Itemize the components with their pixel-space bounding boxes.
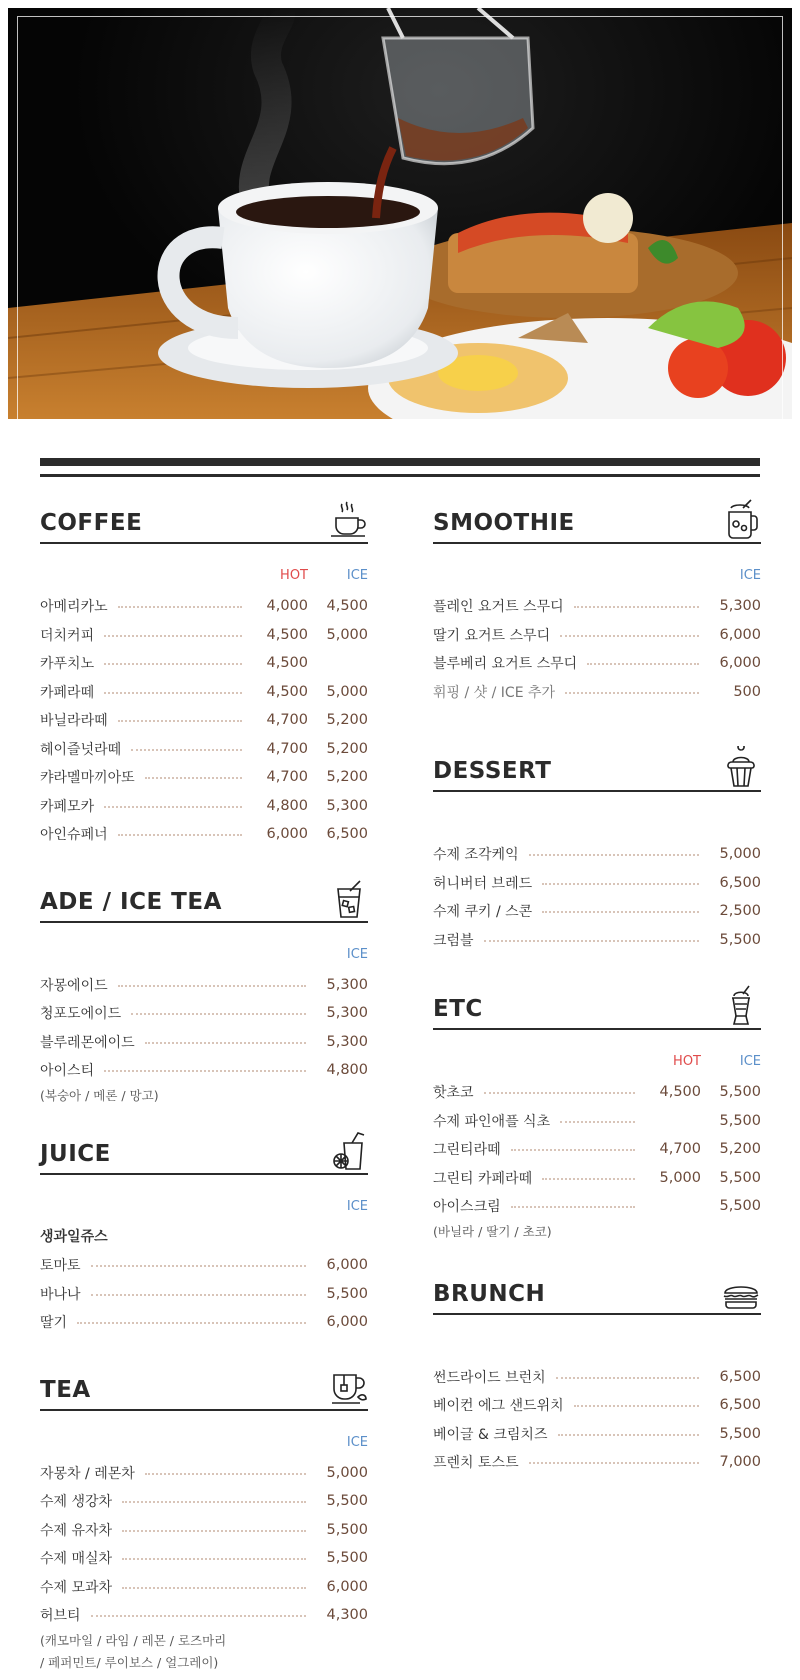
leader-dots xyxy=(484,940,699,942)
ice-price: 6,000 xyxy=(719,626,761,643)
menu-item xyxy=(433,897,761,926)
hot-price: 4,500 xyxy=(266,626,308,643)
hot-price: 4,700 xyxy=(659,1141,701,1158)
section-header xyxy=(40,879,368,923)
leader-dots xyxy=(104,692,242,694)
ice-price: 5,500 xyxy=(326,1521,368,1538)
section-juice xyxy=(40,1131,368,1337)
item-name: 블루레몬에이드 xyxy=(40,1034,135,1051)
leader-dots xyxy=(587,663,699,665)
item-name: 프렌치 토스트 xyxy=(433,1455,519,1472)
leader-dots xyxy=(118,720,242,722)
section-title: ADE / ICE TEA xyxy=(40,888,222,915)
ice-price: 6,500 xyxy=(326,826,368,843)
leader-dots xyxy=(574,606,699,608)
item-name: 헤이즐넛라떼 xyxy=(40,741,122,758)
ice-label: ICE xyxy=(739,1054,761,1069)
leader-dots xyxy=(542,911,699,913)
ice-price: 5,000 xyxy=(326,626,368,643)
menu-item xyxy=(40,1028,368,1057)
menu-item xyxy=(433,649,761,678)
item-price: 7,000 xyxy=(719,1454,761,1471)
item-name: 그린티라떼 xyxy=(433,1142,501,1159)
item-name: 수제 조각케익 xyxy=(433,847,519,864)
ice-price: 5,300 xyxy=(719,598,761,615)
item-name: 카푸치노 xyxy=(40,656,95,673)
item-note: (캐모마일 / 라임 / 레몬 / 로즈마리 xyxy=(40,1632,227,1648)
leader-dots xyxy=(131,1013,306,1015)
menu-item xyxy=(40,1308,368,1337)
menu-item xyxy=(40,1544,368,1573)
item-name: 바닐라라떼 xyxy=(40,713,108,730)
menu-item xyxy=(40,792,368,821)
hot-price: 4,700 xyxy=(266,769,308,786)
leader-dots xyxy=(542,1178,635,1180)
hot-label: HOT xyxy=(280,568,308,583)
menu-item-addon xyxy=(433,678,761,707)
leader-dots xyxy=(118,834,242,836)
price-column-headers xyxy=(40,941,368,971)
section-title: ETC xyxy=(433,996,483,1022)
iced-drink-icon xyxy=(328,877,368,919)
leader-dots xyxy=(104,806,242,808)
ice-price: 6,000 xyxy=(326,1314,368,1331)
leader-dots xyxy=(122,1501,306,1503)
section-etc xyxy=(433,986,761,1243)
leader-dots xyxy=(104,1070,306,1072)
section-header xyxy=(433,1271,761,1315)
item-note: (바닐라 / 딸기 / 초코) xyxy=(433,1223,552,1239)
item-price: 6,500 xyxy=(719,874,761,891)
ice-price: 5,500 xyxy=(719,1084,761,1101)
hot-price: 4,500 xyxy=(266,655,308,672)
menu-item xyxy=(433,1391,761,1420)
section-header xyxy=(433,500,761,544)
item-name: 수제 매실차 xyxy=(40,1551,113,1568)
leader-dots xyxy=(558,1434,700,1436)
leader-dots xyxy=(91,1265,306,1267)
item-name: 허브티 xyxy=(40,1608,81,1625)
leader-dots xyxy=(104,663,242,665)
menu-item xyxy=(40,999,368,1028)
menu-item xyxy=(40,735,368,764)
ice-price: 5,300 xyxy=(326,797,368,814)
ice-label: ICE xyxy=(346,946,368,962)
hot-price: 4,500 xyxy=(659,1084,701,1101)
section-header xyxy=(40,1131,368,1175)
ice-price: 5,200 xyxy=(326,712,368,729)
menu-item xyxy=(433,1135,761,1164)
item-name: 수제 생강차 xyxy=(40,1494,113,1511)
leader-dots xyxy=(91,1294,306,1296)
ice-price: 4,500 xyxy=(326,598,368,615)
ice-label: ICE xyxy=(346,568,368,583)
item-price: 6,500 xyxy=(719,1397,761,1414)
section-tea xyxy=(40,1367,368,1674)
ice-label: ICE xyxy=(346,1434,368,1450)
ice-price: 5,300 xyxy=(326,1005,368,1022)
item-name: 바나나 xyxy=(40,1286,81,1303)
leader-dots xyxy=(511,1149,635,1151)
item-name: 아메리카노 xyxy=(40,599,108,616)
menu-item xyxy=(433,869,761,898)
section-header xyxy=(433,986,761,1030)
leader-dots xyxy=(529,1462,699,1464)
menu-item xyxy=(40,706,368,735)
menu-item xyxy=(40,1487,368,1516)
tea-cup-icon xyxy=(328,1365,368,1407)
hot-price: 4,800 xyxy=(266,797,308,814)
item-name: 그린티 카페라떼 xyxy=(433,1170,533,1187)
ice-price: 5,500 xyxy=(719,1112,761,1129)
item-name: 수제 파인애플 식초 xyxy=(433,1113,551,1130)
leader-dots xyxy=(484,1092,635,1094)
item-price: 6,500 xyxy=(719,1368,761,1385)
leader-dots xyxy=(131,749,242,751)
top-rule-thick xyxy=(40,458,760,466)
menu-item xyxy=(40,971,368,1000)
ice-price: 5,200 xyxy=(326,769,368,786)
item-name: 수제 쿠키 / 스콘 xyxy=(433,904,533,921)
menu-item xyxy=(40,820,368,849)
price-column-headers xyxy=(40,1429,368,1459)
item-note: (복숭아 / 메론 / 망고) xyxy=(40,1087,159,1103)
item-name: 수제 모과차 xyxy=(40,1579,113,1596)
leader-dots xyxy=(104,635,242,637)
price-column-headers xyxy=(433,810,761,840)
section-title: JUICE xyxy=(40,1140,111,1167)
smoothie-item-list xyxy=(433,592,761,706)
etc-item-list xyxy=(433,1078,761,1221)
item-name: 자몽에이드 xyxy=(40,977,108,994)
leader-dots xyxy=(118,985,306,987)
menu-item xyxy=(40,1056,368,1085)
section-header xyxy=(40,1367,368,1411)
hot-price: 5,000 xyxy=(659,1169,701,1186)
section-title: BRUNCH xyxy=(433,1280,546,1307)
item-name: 플레인 요거트 스무디 xyxy=(433,599,564,616)
leader-dots xyxy=(122,1587,306,1589)
section-coffee xyxy=(40,500,368,849)
menu-item xyxy=(40,1280,368,1309)
ice-price: 6,000 xyxy=(719,655,761,672)
item-name: 썬드라이드 브런치 xyxy=(433,1369,546,1386)
hot-price: 4,700 xyxy=(266,712,308,729)
menu-item xyxy=(40,592,368,621)
item-note: / 페퍼민트/ 루이보스 / 얼그레이) xyxy=(40,1654,219,1670)
menu-item xyxy=(433,1078,761,1107)
item-name: 수제 유자차 xyxy=(40,1522,113,1539)
item-name: 카페라떼 xyxy=(40,684,95,701)
hero-photo xyxy=(8,8,792,419)
menu-item xyxy=(433,592,761,621)
item-name: 아이스티 xyxy=(40,1063,95,1080)
section-title: DESSERT xyxy=(433,758,552,784)
item-name: 핫초코 xyxy=(433,1085,474,1102)
item-name: 허니버터 브레드 xyxy=(433,875,533,892)
top-rule-thin xyxy=(40,474,760,477)
menu-item xyxy=(433,926,761,955)
menu-item xyxy=(40,1573,368,1602)
item-name: 블루베리 요거트 스무디 xyxy=(433,656,578,673)
item-name: 토마토 xyxy=(40,1258,81,1275)
juice-item-list xyxy=(40,1251,368,1337)
menu-item xyxy=(40,649,368,678)
leader-dots xyxy=(574,1405,699,1407)
menu-item xyxy=(433,1107,761,1136)
menu-item xyxy=(433,1420,761,1449)
menu-item xyxy=(40,1251,368,1280)
menu-item xyxy=(433,1448,761,1477)
brunch-item-list xyxy=(433,1363,761,1477)
leader-dots xyxy=(560,635,699,637)
menu-item xyxy=(433,840,761,869)
menu-item xyxy=(40,621,368,650)
ice-price: 4,800 xyxy=(326,1062,368,1079)
ice-price: 5,500 xyxy=(719,1169,761,1186)
juice-glass-icon xyxy=(328,1129,368,1171)
ice-price: 5,200 xyxy=(719,1141,761,1158)
ice-label: ICE xyxy=(739,568,761,583)
coffee-item-list xyxy=(40,592,368,849)
item-price: 5,000 xyxy=(719,846,761,863)
item-name: 더치커피 xyxy=(40,627,95,644)
section-header xyxy=(433,748,761,792)
leader-dots xyxy=(560,1121,635,1123)
section-ade-ice-tea xyxy=(40,879,368,1107)
item-name: 딸기 요거트 스무디 xyxy=(433,627,551,644)
section-title: SMOOTHIE xyxy=(433,510,575,536)
section-title: TEA xyxy=(40,1376,91,1403)
menu-item xyxy=(40,678,368,707)
item-name: 카페모카 xyxy=(40,798,95,815)
price-column-headers xyxy=(40,1193,368,1223)
ice-price: 5,000 xyxy=(326,1464,368,1481)
ice-price: 5,300 xyxy=(326,1033,368,1050)
ade-item-list xyxy=(40,971,368,1085)
smoothie-jar-icon xyxy=(721,498,761,540)
price-column-headers xyxy=(40,562,368,592)
ice-price: 5,500 xyxy=(326,1550,368,1567)
item-name: 딸기 xyxy=(40,1315,68,1332)
ice-price: 5,300 xyxy=(326,976,368,993)
menu-item xyxy=(40,1459,368,1488)
hot-label: HOT xyxy=(673,1054,701,1069)
menu-item xyxy=(433,1164,761,1193)
menu-item xyxy=(433,1363,761,1392)
section-smoothie xyxy=(433,500,761,706)
menu-item xyxy=(40,1601,368,1630)
leader-dots xyxy=(118,606,242,608)
leader-dots xyxy=(122,1558,306,1560)
ice-price: 5,500 xyxy=(326,1493,368,1510)
coffee-brunch-photo xyxy=(8,8,792,419)
price-column-headers xyxy=(433,562,761,592)
ice-price: 4,300 xyxy=(326,1607,368,1624)
ice-price: 6,000 xyxy=(326,1578,368,1595)
coffee-cup-icon xyxy=(328,498,368,540)
cupcake-icon xyxy=(721,746,761,788)
dessert-item-list xyxy=(433,840,761,954)
price-column-headers xyxy=(433,1333,761,1363)
menu-item xyxy=(433,1192,761,1221)
section-title: COFFEE xyxy=(40,510,143,536)
sandwich-icon xyxy=(721,1269,761,1311)
leader-dots xyxy=(145,1473,306,1475)
ice-price: 5,500 xyxy=(326,1285,368,1302)
menu-left-column xyxy=(40,500,368,1674)
leader-dots xyxy=(511,1206,635,1208)
ice-price: 5,500 xyxy=(719,1198,761,1215)
ice-price: 500 xyxy=(733,683,761,700)
hot-price: 4,000 xyxy=(266,598,308,615)
ice-price: 5,000 xyxy=(326,683,368,700)
menu-item xyxy=(433,621,761,650)
item-price: 2,500 xyxy=(719,903,761,920)
item-name: 아인슈페너 xyxy=(40,827,108,844)
leader-dots xyxy=(77,1322,306,1324)
leader-dots xyxy=(91,1615,306,1617)
item-name: 자몽차 / 레몬차 xyxy=(40,1465,135,1482)
item-name: 크럼블 xyxy=(433,932,474,949)
item-name: 캬라멜마끼아또 xyxy=(40,770,135,787)
item-name: 베이글 & 크림치즈 xyxy=(433,1426,548,1443)
price-column-headers xyxy=(433,1048,761,1078)
item-price: 5,500 xyxy=(719,1425,761,1442)
item-price: 5,500 xyxy=(719,931,761,948)
ice-label: ICE xyxy=(346,1198,368,1214)
leader-dots xyxy=(542,883,699,885)
hot-price: 4,700 xyxy=(266,740,308,757)
leader-dots xyxy=(145,777,242,779)
item-name: 아이스크림 xyxy=(433,1199,501,1216)
menu-item xyxy=(40,1516,368,1545)
section-dessert xyxy=(433,748,761,954)
juice-subtitle: 생과일쥬스 xyxy=(40,1228,108,1245)
section-header xyxy=(40,500,368,544)
leader-dots xyxy=(122,1530,306,1532)
item-name: 휘핑 / 샷 / ICE 추가 xyxy=(433,684,556,701)
menu-right-column xyxy=(433,500,761,1477)
leader-dots xyxy=(145,1042,306,1044)
milkshake-icon xyxy=(721,984,761,1026)
item-name: 청포도에이드 xyxy=(40,1006,122,1023)
hot-price: 6,000 xyxy=(266,826,308,843)
leader-dots xyxy=(556,1377,699,1379)
item-name: 베이컨 에그 샌드위치 xyxy=(433,1398,564,1415)
ice-price: 5,200 xyxy=(326,740,368,757)
hot-price: 4,500 xyxy=(266,683,308,700)
leader-dots xyxy=(529,854,699,856)
section-brunch xyxy=(433,1271,761,1477)
leader-dots xyxy=(565,692,699,694)
tea-item-list xyxy=(40,1459,368,1630)
ice-price: 6,000 xyxy=(326,1257,368,1274)
menu-item xyxy=(40,763,368,792)
